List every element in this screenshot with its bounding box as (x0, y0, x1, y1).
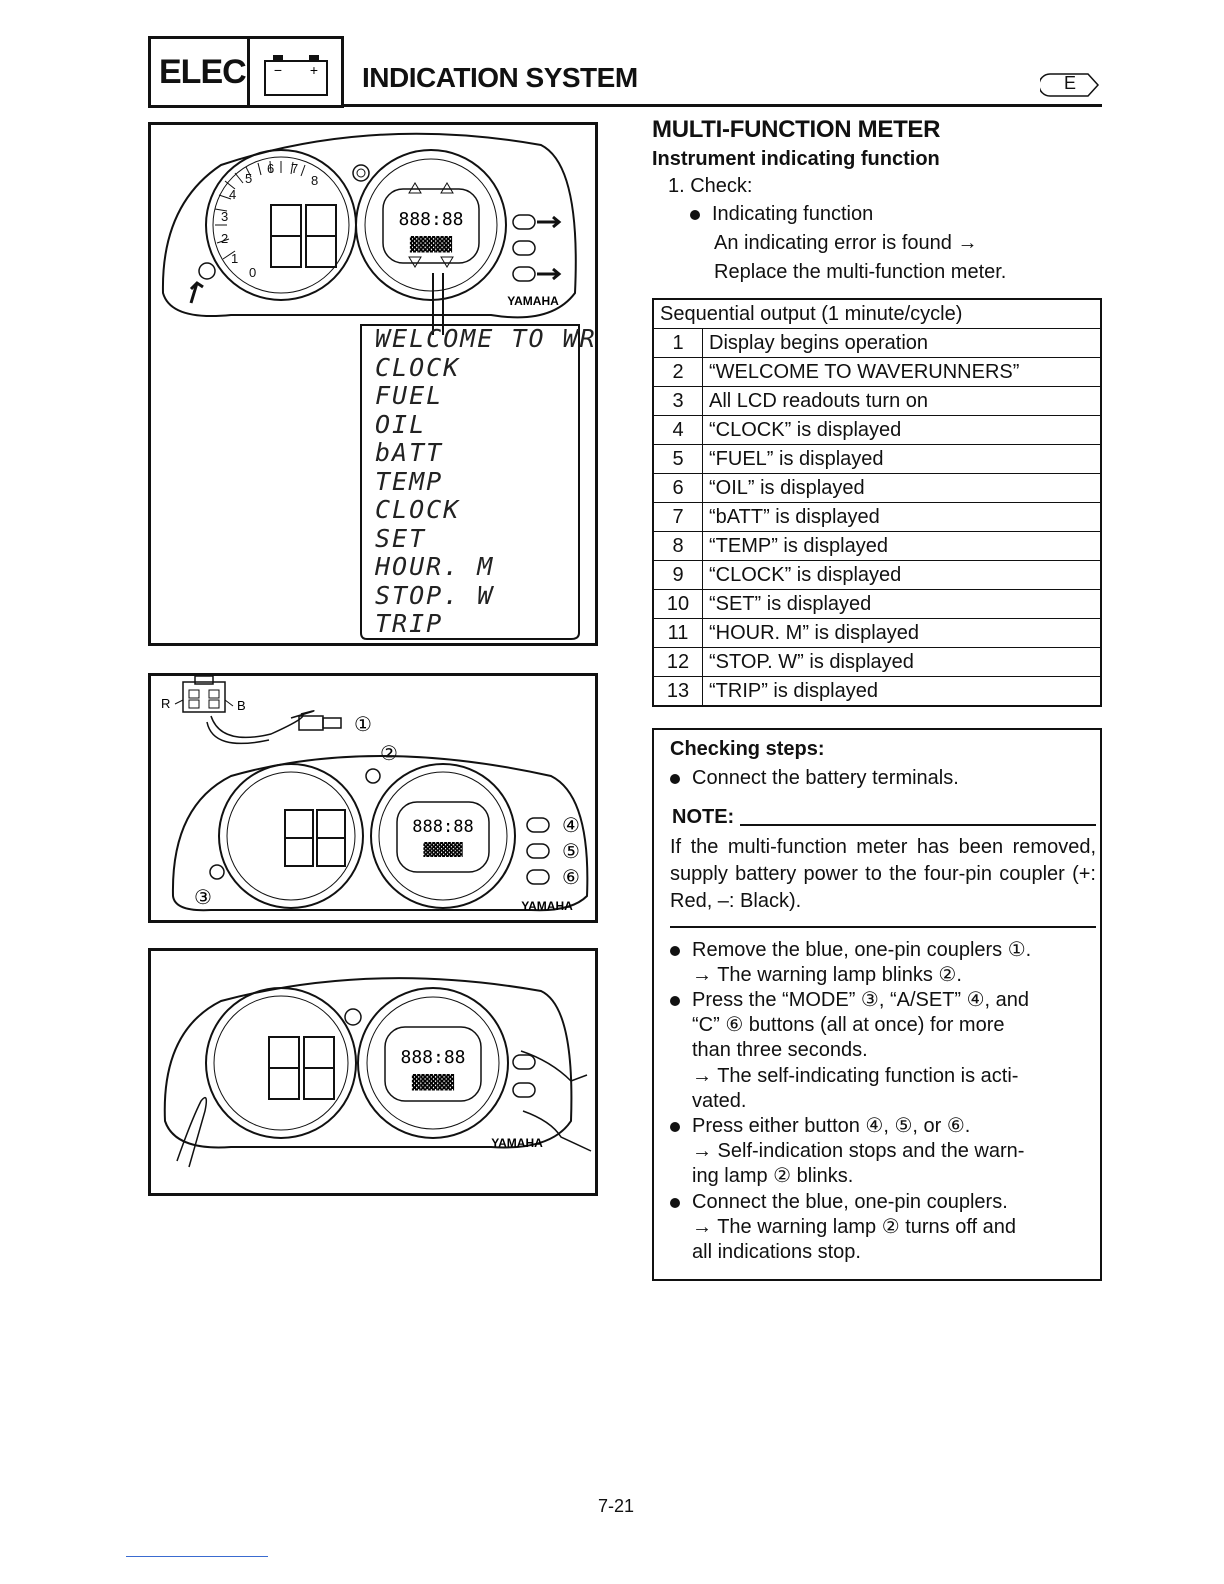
svg-text:4: 4 (229, 187, 237, 202)
table-row: 3 All LCD readouts turn on (653, 387, 1101, 416)
language-badge (1040, 72, 1100, 98)
result-lamp-off-cont: all indications stop. (692, 1241, 861, 1263)
lcd-message: TRIP (375, 609, 444, 638)
svg-text:YAMAHA: YAMAHA (491, 1136, 543, 1150)
table-row: 11 “HOUR. M” is displayed (653, 619, 1101, 648)
table-row: 6 “OIL” is displayed (653, 474, 1101, 503)
section-code-divider (247, 39, 250, 105)
svg-text:⑥: ⑥ (562, 865, 580, 889)
step-connect-couplers: Connect the blue, one-pin couplers. (670, 1190, 1008, 1215)
meter-figure-sequence (148, 122, 598, 646)
lcd-message-list (375, 325, 597, 639)
svg-text:⑤: ⑤ (562, 839, 580, 863)
error-line: An indicating error is found → (714, 232, 978, 254)
result-self-indication-stops-cont: ing lamp ② blinks. (692, 1165, 854, 1187)
table-row: 10 “SET” is displayed (653, 590, 1101, 619)
table-row: 7 “bATT” is displayed (653, 503, 1101, 532)
meter-figure-callouts (148, 673, 598, 923)
svg-text:▓▓▓▓▓: ▓▓▓▓▓ (423, 843, 463, 858)
meter-press-illustration (151, 951, 595, 1193)
step-press-buttons-cont: than three seconds. (692, 1039, 868, 1061)
result-self-indicating-cont: vated. (692, 1090, 747, 1112)
result-self-indication-stops: → Self-indication stops and the warn- (692, 1140, 1025, 1162)
page-number: 7-21 (598, 1496, 635, 1516)
svg-text:888:88: 888:88 (400, 1047, 466, 1068)
table-row: 2 “WELCOME TO WAVERUNNERS” (653, 358, 1101, 387)
svg-text:8: 8 (311, 173, 319, 188)
svg-text:④: ④ (562, 813, 580, 837)
table-row: 1 Display begins operation (653, 329, 1101, 358)
bullet-indicating-function: Indicating function (690, 203, 873, 226)
section-code-box (148, 36, 344, 108)
svg-text:①: ① (354, 712, 372, 736)
svg-text:1: 1 (231, 251, 239, 266)
result-self-indicating: → The self-indicating function is acti- (692, 1065, 1019, 1087)
step-check: 1. Check: (668, 175, 753, 197)
lcd-message: OIL (375, 409, 427, 439)
svg-text:−: − (273, 62, 283, 78)
lcd-message: STOP. W (375, 580, 495, 610)
checking-steps-title: Checking steps: (670, 738, 825, 760)
section-title: MULTI-FUNCTION METER (652, 116, 941, 143)
step-connect-battery: Connect the battery terminals. (670, 766, 959, 791)
checking-steps-box (652, 728, 1102, 1281)
svg-text:7: 7 (291, 161, 299, 176)
battery-icon (261, 49, 331, 99)
svg-text:R: R (161, 696, 171, 711)
svg-text:③: ③ (194, 885, 212, 909)
svg-text:3: 3 (221, 209, 229, 224)
table-row: 4 “CLOCK” is displayed (653, 416, 1101, 445)
meter-figure-press-buttons (148, 948, 598, 1196)
header-rule (344, 104, 1102, 107)
svg-text:YAMAHA: YAMAHA (507, 294, 559, 308)
bullet-dot (690, 210, 700, 220)
svg-text:0: 0 (249, 265, 257, 280)
result-lamp-blinks: → The warning lamp blinks ②. (692, 964, 962, 986)
lcd-message: FUEL (375, 381, 444, 410)
step-press-buttons: Press the “MODE” ③, “A/SET” ④, and (670, 988, 1029, 1013)
table-header: Sequential output (1 minute/cycle) (653, 299, 1101, 329)
svg-text:B: B (237, 698, 246, 713)
section-code: ELEC (159, 53, 246, 91)
table-row: 12 “STOP. W” is displayed (653, 648, 1101, 677)
lcd-message: bATT (375, 438, 444, 467)
svg-text:②: ② (380, 741, 398, 765)
svg-text:888:88: 888:88 (412, 817, 474, 837)
sequence-table (652, 298, 1102, 707)
note-rule (740, 824, 1096, 826)
lcd-message: CLOCK (375, 495, 461, 524)
table-row: 5 “FUEL” is displayed (653, 445, 1101, 474)
note-body: If the multi-function meter has been removed, supply battery power to the four-pin coupler (+: Red, –: Black). (670, 836, 1096, 912)
language-code: E (1063, 73, 1076, 93)
note-label: NOTE: (672, 806, 735, 828)
svg-text:6: 6 (267, 161, 275, 176)
replace-line: Replace the multi-function meter. (714, 261, 1007, 283)
svg-text:888:88: 888:88 (398, 209, 464, 230)
svg-text:+: + (309, 62, 319, 78)
section-subtitle: Instrument indicating function (652, 148, 940, 170)
table-row: 8 “TEMP” is displayed (653, 532, 1101, 561)
result-lamp-off: → The warning lamp ② turns off and (692, 1216, 1017, 1238)
lcd-message: HOUR. M (375, 552, 495, 581)
table-row: 9 “CLOCK” is displayed (653, 561, 1101, 590)
page-title: INDICATION SYSTEM (362, 62, 638, 93)
note-end-rule (670, 926, 1096, 928)
svg-text:5: 5 (245, 171, 253, 186)
svg-text:▓▓▓▓▓: ▓▓▓▓▓ (411, 1075, 455, 1091)
table-row: 13 “TRIP” is displayed (653, 677, 1101, 707)
lcd-message: CLOCK (375, 352, 461, 382)
svg-text:▓▓▓▓▓: ▓▓▓▓▓ (409, 237, 453, 253)
step-press-buttons-cont: “C” ⑥ buttons (all at once) for more (692, 1014, 1005, 1036)
lcd-message: TEMP (375, 466, 444, 496)
step-press-either-button: Press either button ④, ⑤, or ⑥. (670, 1114, 970, 1139)
footer-link-rule (126, 1556, 268, 1557)
table-header-row (653, 299, 1101, 329)
meter-callout-illustration (151, 676, 595, 920)
lcd-message: SET (375, 523, 427, 553)
lcd-message: WELCOME TO WR (375, 324, 597, 353)
svg-text:YAMAHA: YAMAHA (521, 899, 573, 913)
svg-text:2: 2 (221, 231, 229, 246)
step-remove-couplers: Remove the blue, one-pin couplers ①. (670, 938, 1031, 963)
